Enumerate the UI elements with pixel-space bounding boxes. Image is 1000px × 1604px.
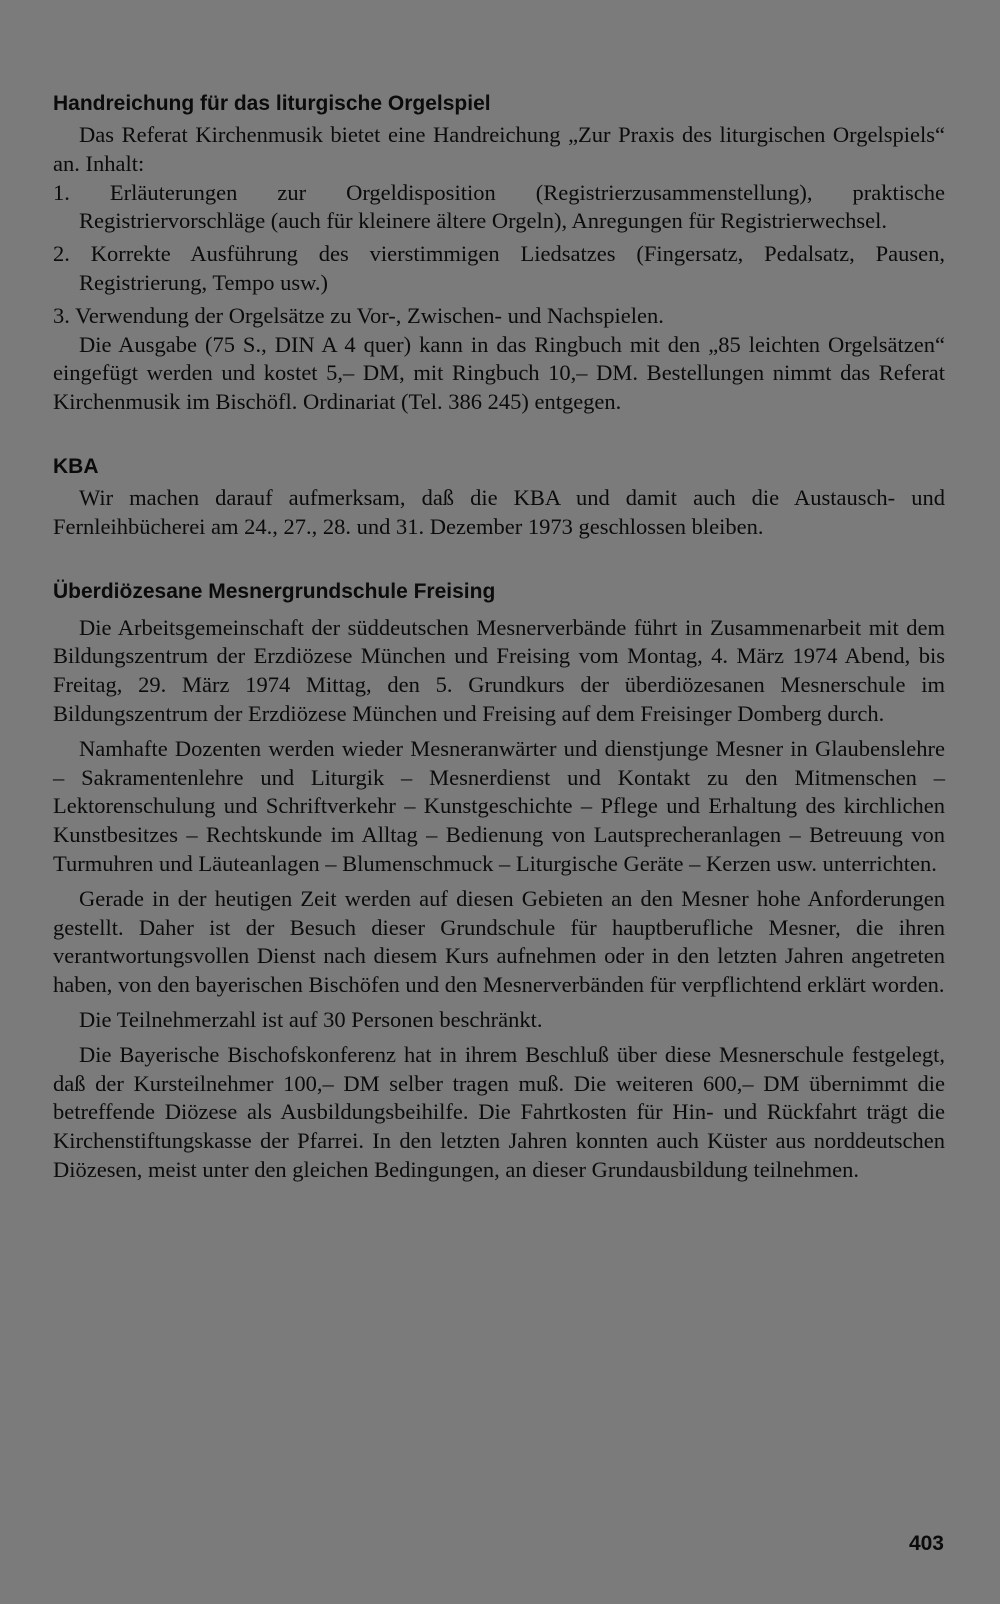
body-paragraph: Die Teilnehmerzahl ist auf 30 Personen beschränkt. xyxy=(79,1006,543,1032)
list-item: 1. Erläuterungen zur Orgeldisposition (Registrierzusammenstellung), praktische Registriervorschläge (auch für kleinere ältere Orgeln), Anregungen für Registrierwechsel. xyxy=(53,179,945,234)
page-number: 403 xyxy=(908,1532,944,1555)
list-item: 2. Korrekte Ausführung des vierstimmigen Liedsatzes (Fingersatz, Pedalsatz, Pausen, Registrierung, Tempo usw.) xyxy=(53,241,945,295)
section-heading: Handreichung für das liturgische Orgelspiel xyxy=(53,92,491,115)
list-item: 3. Verwendung der Orgelsätze zu Vor-, Zwischen- und Nachspielen. xyxy=(53,302,664,328)
body-paragraph: Die Bayerische Bischofskonferenz hat in ihrem Beschluß über diese Mesnerschule festgelegt, daß der Kursteilnehmer 100,– DM selber tragen muß. Die weiteren 600,– DM übernimmt die betreffende Diözese als Ausbildungsbeihilfe. Die Fahrtkosten für Hin- und Rückfahrt trägt die Kirchenstiftungskasse der Pfarrei. In den letzten Jahren konnten auch Küster aus norddeutschen Diözesen, meist unter den gleichen Bedingungen, an dieser Grundausbildung teilnehmen. xyxy=(53,1041,945,1182)
body-paragraph: Wir machen darauf aufmerksam, daß die KBA und damit auch die Austausch- und Fernleihbücherei am 24., 27., 28. und 31. Dezember 1973 geschlossen bleiben. xyxy=(53,484,945,539)
section-orgelspiel xyxy=(53,90,945,417)
body-paragraph: Die Arbeitsgemeinschaft der süddeutschen Mesnerverbände führt in Zusammenarbeit mit dem Bildungszentrum der Erzdiözese München und Freising vom Montag, 4. März 1974 Abend, bis Freitag, 29. März 1974 Mittag, den 5. Grundkurs der überdiözesanen Mesnerschule im Bildungszentrum der Erzdiözese München und Freising auf dem Freisinger Domberg durch. xyxy=(53,614,945,726)
document-page xyxy=(53,90,945,1185)
section-kba xyxy=(53,453,945,542)
intro-paragraph: Das Referat Kirchenmusik bietet eine Handreichung „Zur Praxis des liturgischen Orgelspiels“ an. Inhalt: xyxy=(53,122,945,176)
body-paragraph: Namhafte Dozenten werden wieder Mesneranwärter und dienstjunge Mesner in Glaubenslehre – Sakramentenlehre und Liturgik – Mesnerdienst und Kontakt zu den Mitmenschen – Lektorenschulung und Schriftverkehr – Kunstgeschichte – Pflege und Erhaltung des kirchlichen Kunstbesitzes – Rechtskunde im Alltag – Bedienung von Lautsprecheranlagen – Betreuung von Turmuhren und Läuteanlagen – Blumenschmuck – Liturgische Geräte – Kerzen usw. unterrichten. xyxy=(53,735,945,876)
section-heading: KBA xyxy=(53,454,99,478)
section-heading: Überdiözesane Mesnergrundschule Freising xyxy=(53,579,496,603)
body-paragraph: Gerade in der heutigen Zeit werden auf diesen Gebieten an den Mesner hohe Anforderungen gestellt. Daher ist der Besuch dieser Grundschule für hauptberufliche Mesner, die ihren verantwortungsvollen Dienst nach diesem Kurs aufnehmen oder in den letzten Jahren angetreten haben, von den bayerischen Bischöfen und den Mesnerverbänden für verpflichtend erklärt worden. xyxy=(53,885,945,998)
closing-paragraph: Die Ausgabe (75 S., DIN A 4 quer) kann in das Ringbuch mit den „85 leichten Orgelsätzen“ eingefügt werden und kostet 5,– DM, mit Ringbuch 10,– DM. Bestellungen nimmt das Referat Kirchenmusik im Bischöfl. Ordinariat (Tel. 386 245) entgegen. xyxy=(53,331,945,415)
section-mesner xyxy=(53,578,945,1185)
